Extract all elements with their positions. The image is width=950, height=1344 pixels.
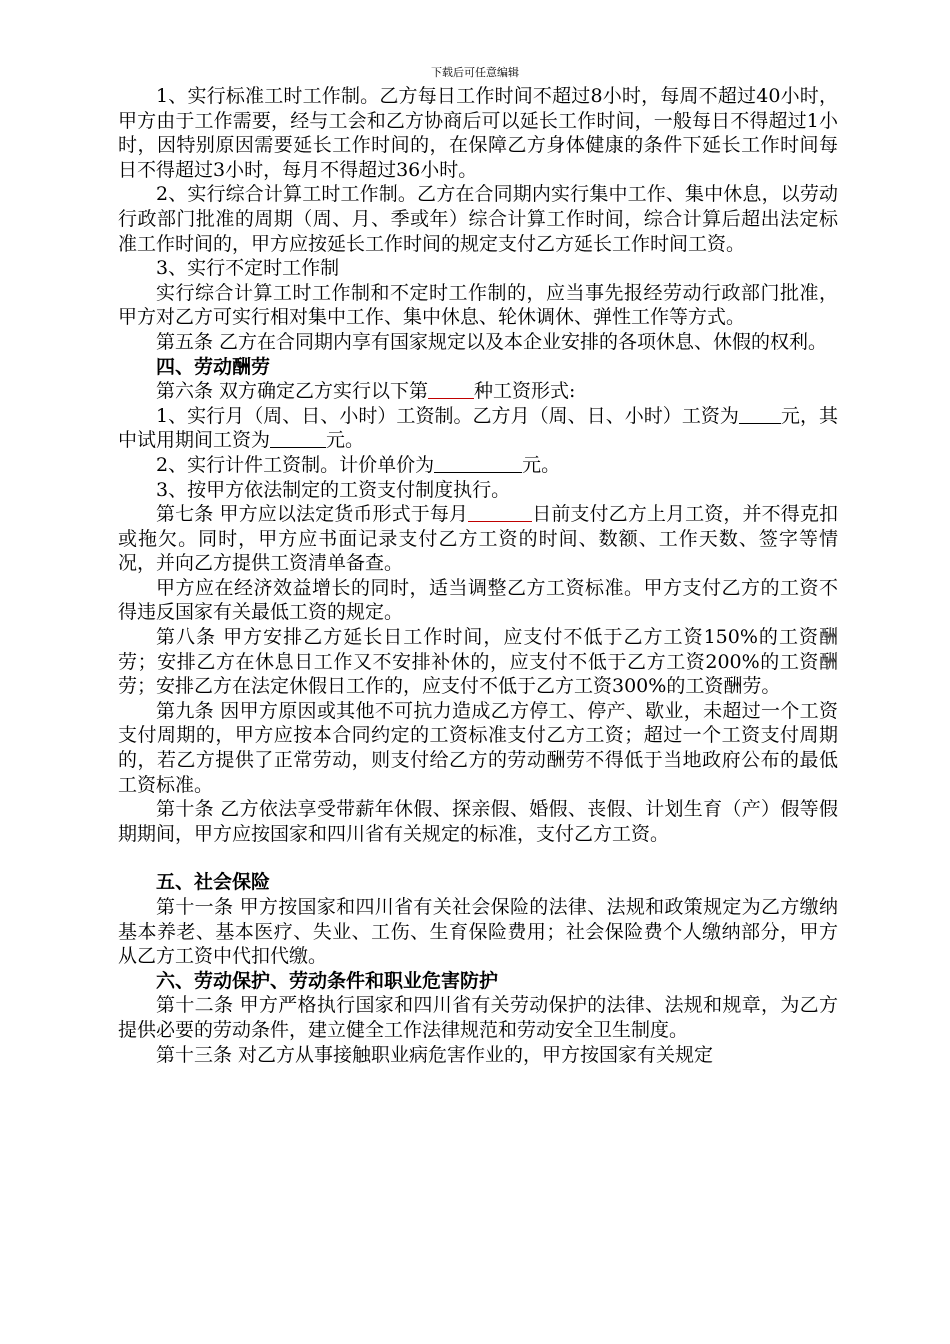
paragraph-article-13: 第十三条 对乙方从事接触职业病危害作业的，甲方按国家有关规定 <box>156 1043 714 1066</box>
paragraph-piece-rate <box>118 453 838 478</box>
paragraph-monthly-wage <box>118 404 838 453</box>
paragraph-article-11: 第十一条 甲方按国家和四川省有关社会保险的法律、法规和政策规定为乙方缴纳基本养老、基本医疗、失业、工伤、生育保险费用；社会保险费个人缴纳部分，甲方从乙方工资中代扣代缴。 <box>118 896 838 968</box>
article-6-text-b: 种工资形式: <box>474 380 576 403</box>
blank-field-wage-amount <box>739 405 781 424</box>
paragraph-article-12: 第十二条 甲方严格执行国家和四川省有关劳动保护的法律、法规和规章，为乙方提供必要的劳动条件，建立健全工作法律规范和劳动安全卫生制度。 <box>118 994 838 1041</box>
paragraph-wage-adjust: 甲方应在经济效益增长的同时，适当调整乙方工资标准。甲方支付乙方的工资不得违反国家有关最低工资的规定。 <box>118 576 838 624</box>
monthly-wage-text-a: 1、实行月（周、日、小时）工资制。乙方月（周、日、小时）工资为 <box>156 404 739 427</box>
paragraph-article-7 <box>118 502 838 576</box>
blank-line <box>118 846 838 870</box>
header-watermark: 下载后可任意编辑 <box>431 66 519 79</box>
blank-field-wage-form <box>428 380 474 399</box>
blank-field-probation-wage <box>270 429 326 448</box>
article-7-text-a: 第七条 甲方应以法定货币形式于每月 <box>156 503 469 526</box>
piece-rate-text-b: 元。 <box>522 453 561 476</box>
article-7-text-b: 日前支付乙方上月工资，并不得克扣或拖欠。同时，甲方应书面记录支付乙方工资的时间、数额、工作天数、签字等情况，并向乙方提供工资清单备查。 <box>118 503 838 575</box>
paragraph-standard-hours: 1、实行标准工时工作制。乙方每日工作时间不超过8小时，每周不超过40小时，甲方由于工作需要，经与工会和乙方协商后可以延长工作时间，一般每日不得超过1小时，因特别原因需要延长工作时间的，在保障乙方身体健康的条件下延长工作时间每日不得超过3小时，每月不得超过36小时。 <box>118 85 838 181</box>
article-6-text-a: 第六条 双方确定乙方实行以下第 <box>156 380 429 403</box>
section-heading-labor-protection: 六、劳动保护、劳动条件和职业危害防护 <box>156 969 499 992</box>
paragraph-article-9: 第九条 因甲方原因或其他不可抗力造成乙方停工、停产、歇业，未超过一个工资支付周期的，甲方应按本合同约定的工资标准支付乙方工资；超过一个工资支付周期的，若乙方提供了正常劳动，则支付给乙方的劳动酬劳不得低于当地政府公布的最低工资标准。 <box>118 699 838 796</box>
paragraph-article-5: 第五条 乙方在合同期内享有国家规定以及本企业安排的各项休息、休假的权利。 <box>156 330 828 353</box>
monthly-wage-text-c: 元。 <box>326 429 365 452</box>
paragraph-comprehensive-hours: 2、实行综合计算工时工作制。乙方在合同期内实行集中工作、集中休息，以劳动行政部门批准的周期（周、月、季或年）综合计算工作时间，综合计算后超出法定标准工作时间的，甲方应按延长工作时间的规定支付乙方延长工作时间工资。 <box>118 183 838 255</box>
paragraph-wage-system: 3、按甲方依法制定的工资支付制度执行。 <box>156 478 511 501</box>
paragraph-article-8: 第八条 甲方安排乙方延长日工作时间，应支付不低于乙方工资150%的工资酬劳；安排乙方在休息日工作又不安排补休的，应支付不低于乙方工资200%的工资酬劳；安排乙方在法定休假日工作的，应支付不低于乙方工资300%的工资酬劳。 <box>118 626 838 698</box>
paragraph-flexible-hours: 3、实行不定时工作制 <box>156 257 340 280</box>
piece-rate-text-a: 2、实行计件工资制。计价单价为 <box>156 453 435 476</box>
section-heading-social-insurance: 五、社会保险 <box>156 871 271 894</box>
paragraph-article-6 <box>118 379 838 404</box>
monthly-wage-text-b: 元，其中试用期间工资为 <box>118 404 838 452</box>
document-body <box>118 84 838 1067</box>
blank-field-pay-day <box>468 503 532 522</box>
paragraph-approval: 实行综合计算工时工作制和不定时工作制的，应当事先报经劳动行政部门批准，甲方对乙方可实行相对集中工作、集中休息、轮休调休、弹性工作等方式。 <box>118 281 838 329</box>
blank-field-unit-price <box>434 454 522 473</box>
section-heading-remuneration: 四、劳动酬劳 <box>156 355 271 378</box>
paragraph-article-10: 第十条 乙方依法享受带薪年休假、探亲假、婚假、丧假、计划生育（产）假等假期期间，甲方应按国家和四川省有关规定的标准，支付乙方工资。 <box>118 798 838 845</box>
